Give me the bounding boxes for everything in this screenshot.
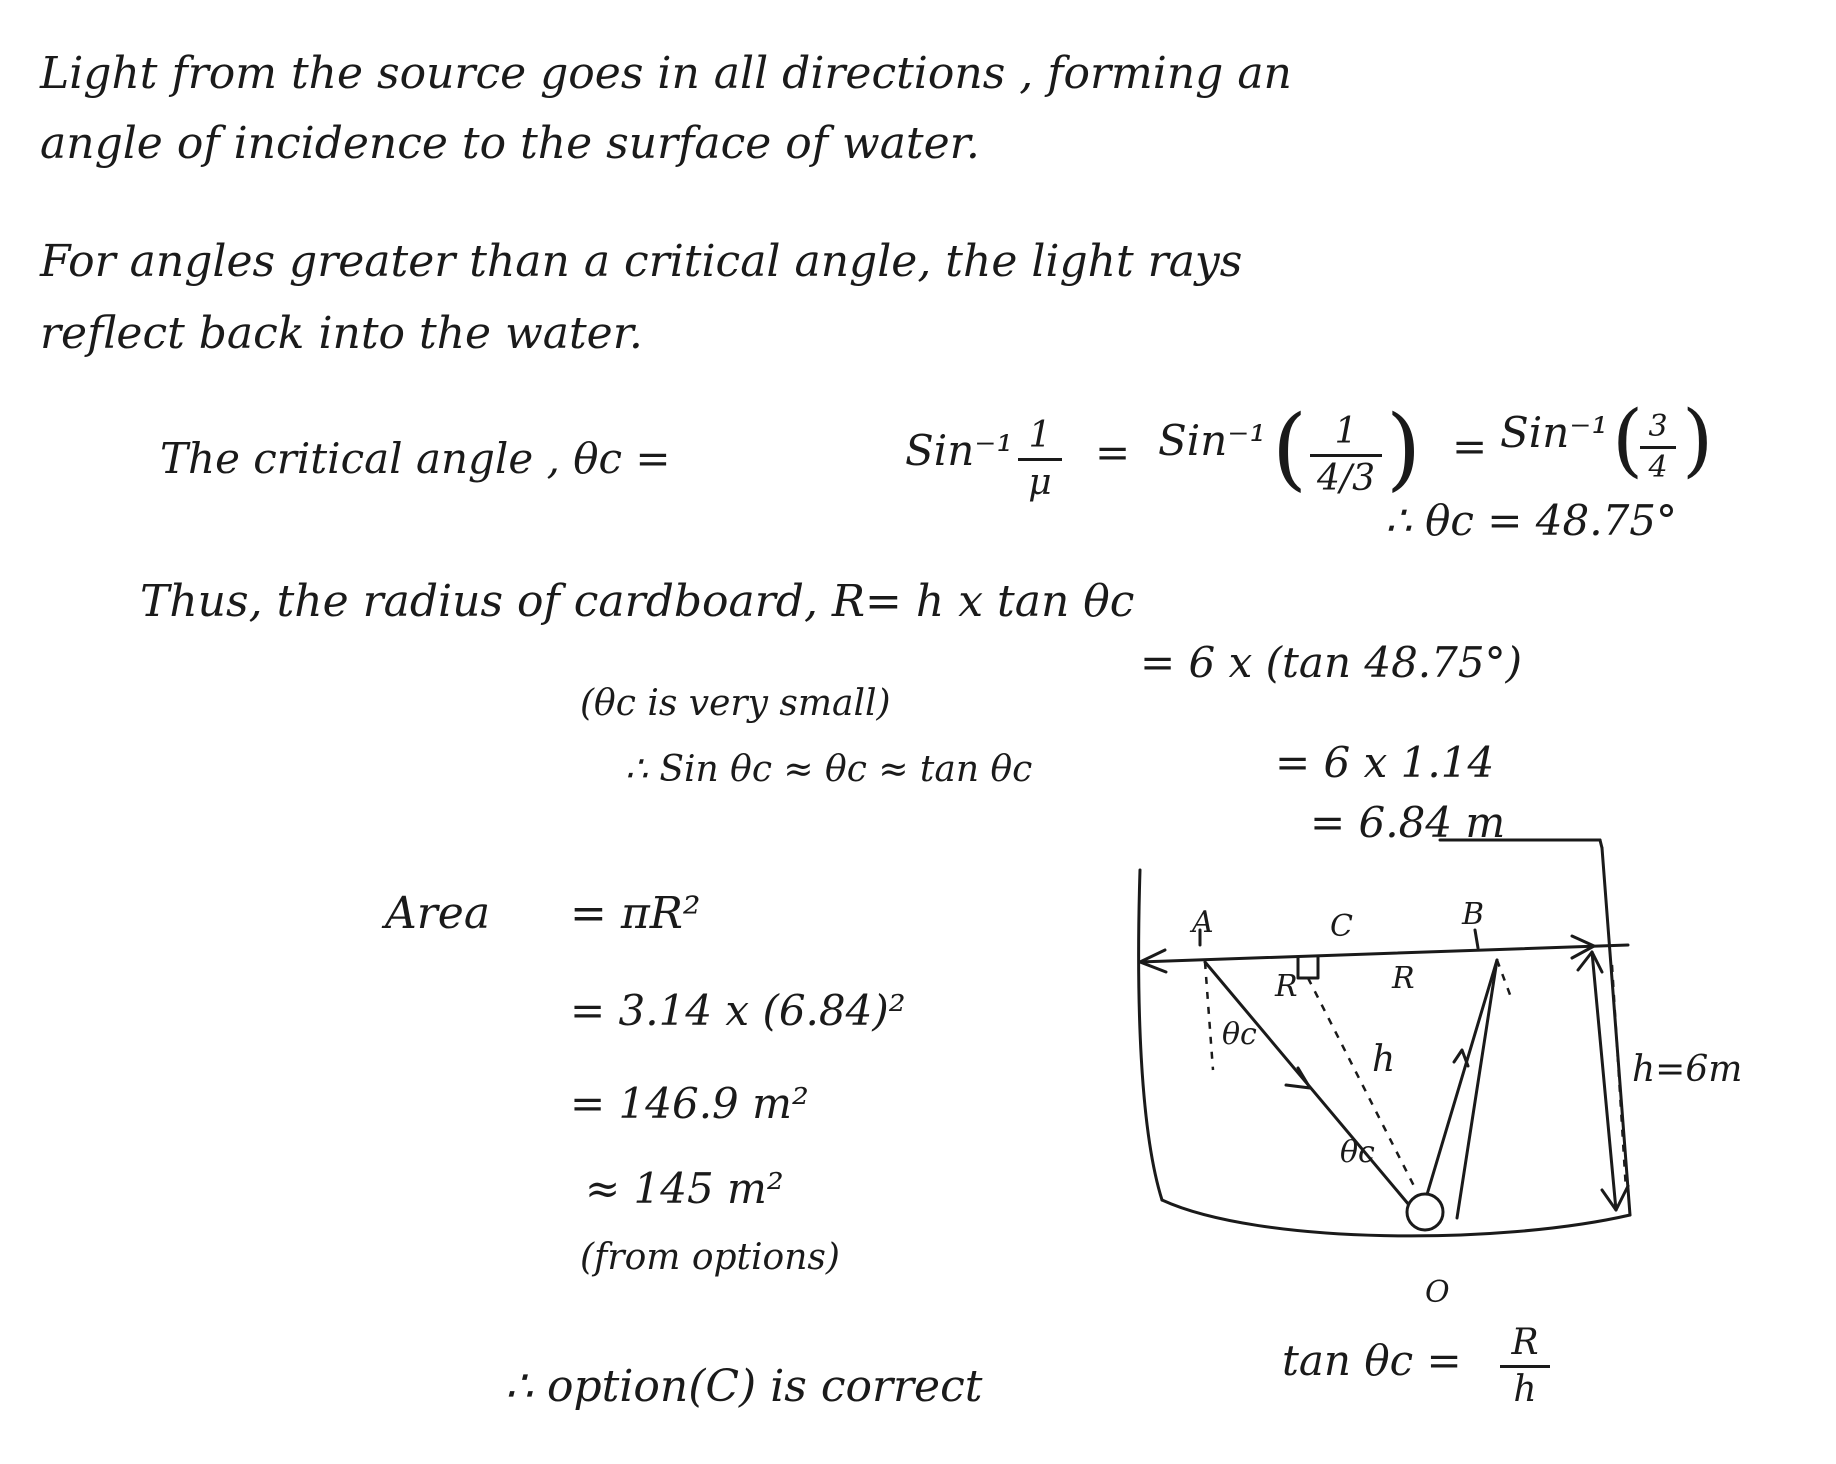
tick-B (1475, 930, 1478, 948)
label-R-right: R (1392, 961, 1415, 996)
equals-2: = (1452, 422, 1488, 471)
ray-arrow-2 (1454, 1050, 1468, 1066)
light-source (1407, 1194, 1443, 1230)
paren-open-3: ( (1612, 393, 1644, 486)
label-R-left: R (1275, 969, 1298, 1004)
area-line-5: (from options) (580, 1237, 840, 1278)
equals-1: = (1095, 428, 1131, 477)
fraction-2-denominator: 4/3 (1317, 458, 1375, 499)
vessel-bottom (1162, 1200, 1630, 1236)
sin-inverse-2: Sin⁻¹ (1158, 416, 1267, 465)
radius-step-2: = 6 x 1.14 (1275, 738, 1495, 787)
label-theta-top: θc (1222, 1017, 1257, 1052)
water-surface-line (1140, 945, 1628, 962)
label-A: A (1192, 905, 1214, 940)
tan-relation-fraction (1500, 1322, 1550, 1410)
small-angle-approx: ∴ Sin θc ≈ θc ≈ tan θc (625, 749, 1033, 790)
critical-desc-line-2: reflect back into the water. (40, 308, 643, 359)
area-line-1: = πR² (570, 888, 701, 939)
normal-at-B (1497, 960, 1512, 1000)
conclusion: ∴ option(C) is correct (505, 1361, 983, 1412)
leader-line (1600, 840, 1602, 848)
label-depth: h=6m (1632, 1049, 1743, 1090)
critical-desc-line-1: For angles greater than a critical angle, the light rays (40, 236, 1243, 287)
fraction-1-numerator: 1 (1028, 415, 1052, 456)
area-line-3: = 146.9 m² (570, 1079, 809, 1128)
area-line-2: = 3.14 x (6.84)² (570, 986, 906, 1035)
fraction-3-denominator: 4 (1648, 450, 1668, 485)
radius-step-1: = 6 x (tan 48.75°) (1140, 638, 1522, 687)
paren-open-2: ( (1272, 396, 1308, 501)
radius-step-3: = 6.84 m (1310, 798, 1506, 847)
intro-line-1: Light from the source goes in all directions , forming an (40, 48, 1292, 99)
area-line-4: ≈ 145 m² (585, 1164, 784, 1213)
fraction-1-denominator: μ (1028, 462, 1052, 503)
sin-inverse-3: Sin⁻¹ (1500, 408, 1609, 457)
tan-relation-denominator: h (1513, 1369, 1537, 1410)
intro-line-2: angle of incidence to the surface of water. (40, 118, 980, 169)
sin-inverse-1: Sin⁻¹ (905, 426, 1014, 475)
right-angle-marker (1298, 957, 1318, 978)
paren-close-2: ) (1386, 396, 1422, 501)
radius-formula: Thus, the radius of cardboard, R= h x tan θc (140, 576, 1135, 627)
depth-arrow-top (1578, 952, 1602, 972)
fraction-3-numerator: 3 (1648, 409, 1668, 444)
ray-to-B (1420, 960, 1497, 1218)
label-theta-bottom: θc (1340, 1135, 1375, 1170)
label-B: B (1462, 897, 1485, 932)
small-angle-note: (θc is very small) (580, 683, 891, 724)
label-C: C (1330, 909, 1353, 944)
label-h: h (1372, 1039, 1396, 1080)
area-label: Area (385, 888, 491, 939)
paren-close-3: ) (1682, 393, 1714, 486)
ray-to-A (1205, 962, 1420, 1218)
critical-angle-prefix: The critical angle , θc = (160, 434, 671, 483)
label-O: O (1425, 1275, 1450, 1310)
vessel-left-wall (1139, 870, 1162, 1200)
ray-down-from-B (1457, 960, 1497, 1218)
normal-at-A (1205, 962, 1213, 1070)
fraction-2-numerator: 1 (1334, 411, 1358, 452)
tan-relation-numerator: R (1511, 1322, 1539, 1363)
critical-angle-result: ∴ θc = 48.75° (1385, 496, 1678, 545)
tan-relation-bar (1500, 1365, 1550, 1368)
tan-relation-lhs: tan θc = (1282, 1336, 1462, 1385)
